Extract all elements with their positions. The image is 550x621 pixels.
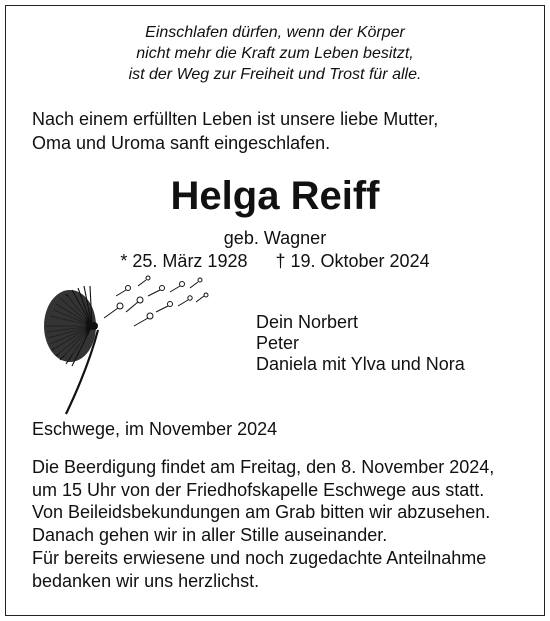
dandelion-icon <box>30 268 230 418</box>
mourners-list <box>256 312 536 375</box>
birth-name: geb. Wagner <box>223 228 327 248</box>
death-date: † 19. Oktober 2024 <box>275 251 430 271</box>
body-line: Die Beerdigung findet am Freitag, den 8. November 2024, <box>32 457 495 477</box>
place-date: Eschwege, im November 2024 <box>32 419 278 439</box>
poem-quote <box>0 22 550 85</box>
poem-line: Einschlafen dürfen, wenn der Körper <box>145 24 405 41</box>
body-line: Für bereits erwiesene und noch zugedachte Anteilnahme <box>32 547 487 568</box>
intro-line: Nach einem erfüllten Leben ist unsere liebe Mutter, <box>32 109 439 129</box>
intro-text <box>32 107 512 155</box>
poem-line: nicht mehr die Kraft zum Leben besitzt, <box>136 45 414 62</box>
body-line: bedanken wir uns herzlichst. <box>32 570 260 591</box>
birth-date: * 25. März 1928 <box>120 251 248 271</box>
deceased-name: Helga Reiff <box>170 174 380 218</box>
mourner: Peter <box>256 333 300 353</box>
poem-line: ist der Weg zur Freiheit und Trost für alle. <box>128 66 422 83</box>
mourner: Daniela mit Ylva und Nora <box>256 354 465 374</box>
body-line: Von Beileidsbekundungen am Grab bitten wir abzusehen. <box>32 502 491 523</box>
intro-line: Oma und Uroma sanft eingeschlafen. <box>32 133 331 153</box>
body-line: Danach gehen wir in aller Stille auseinander. <box>32 525 388 546</box>
funeral-details <box>32 456 522 592</box>
body-line: um 15 Uhr von der Friedhofskapelle Eschwege aus statt. <box>32 479 485 500</box>
mourner: Dein Norbert <box>256 312 359 332</box>
